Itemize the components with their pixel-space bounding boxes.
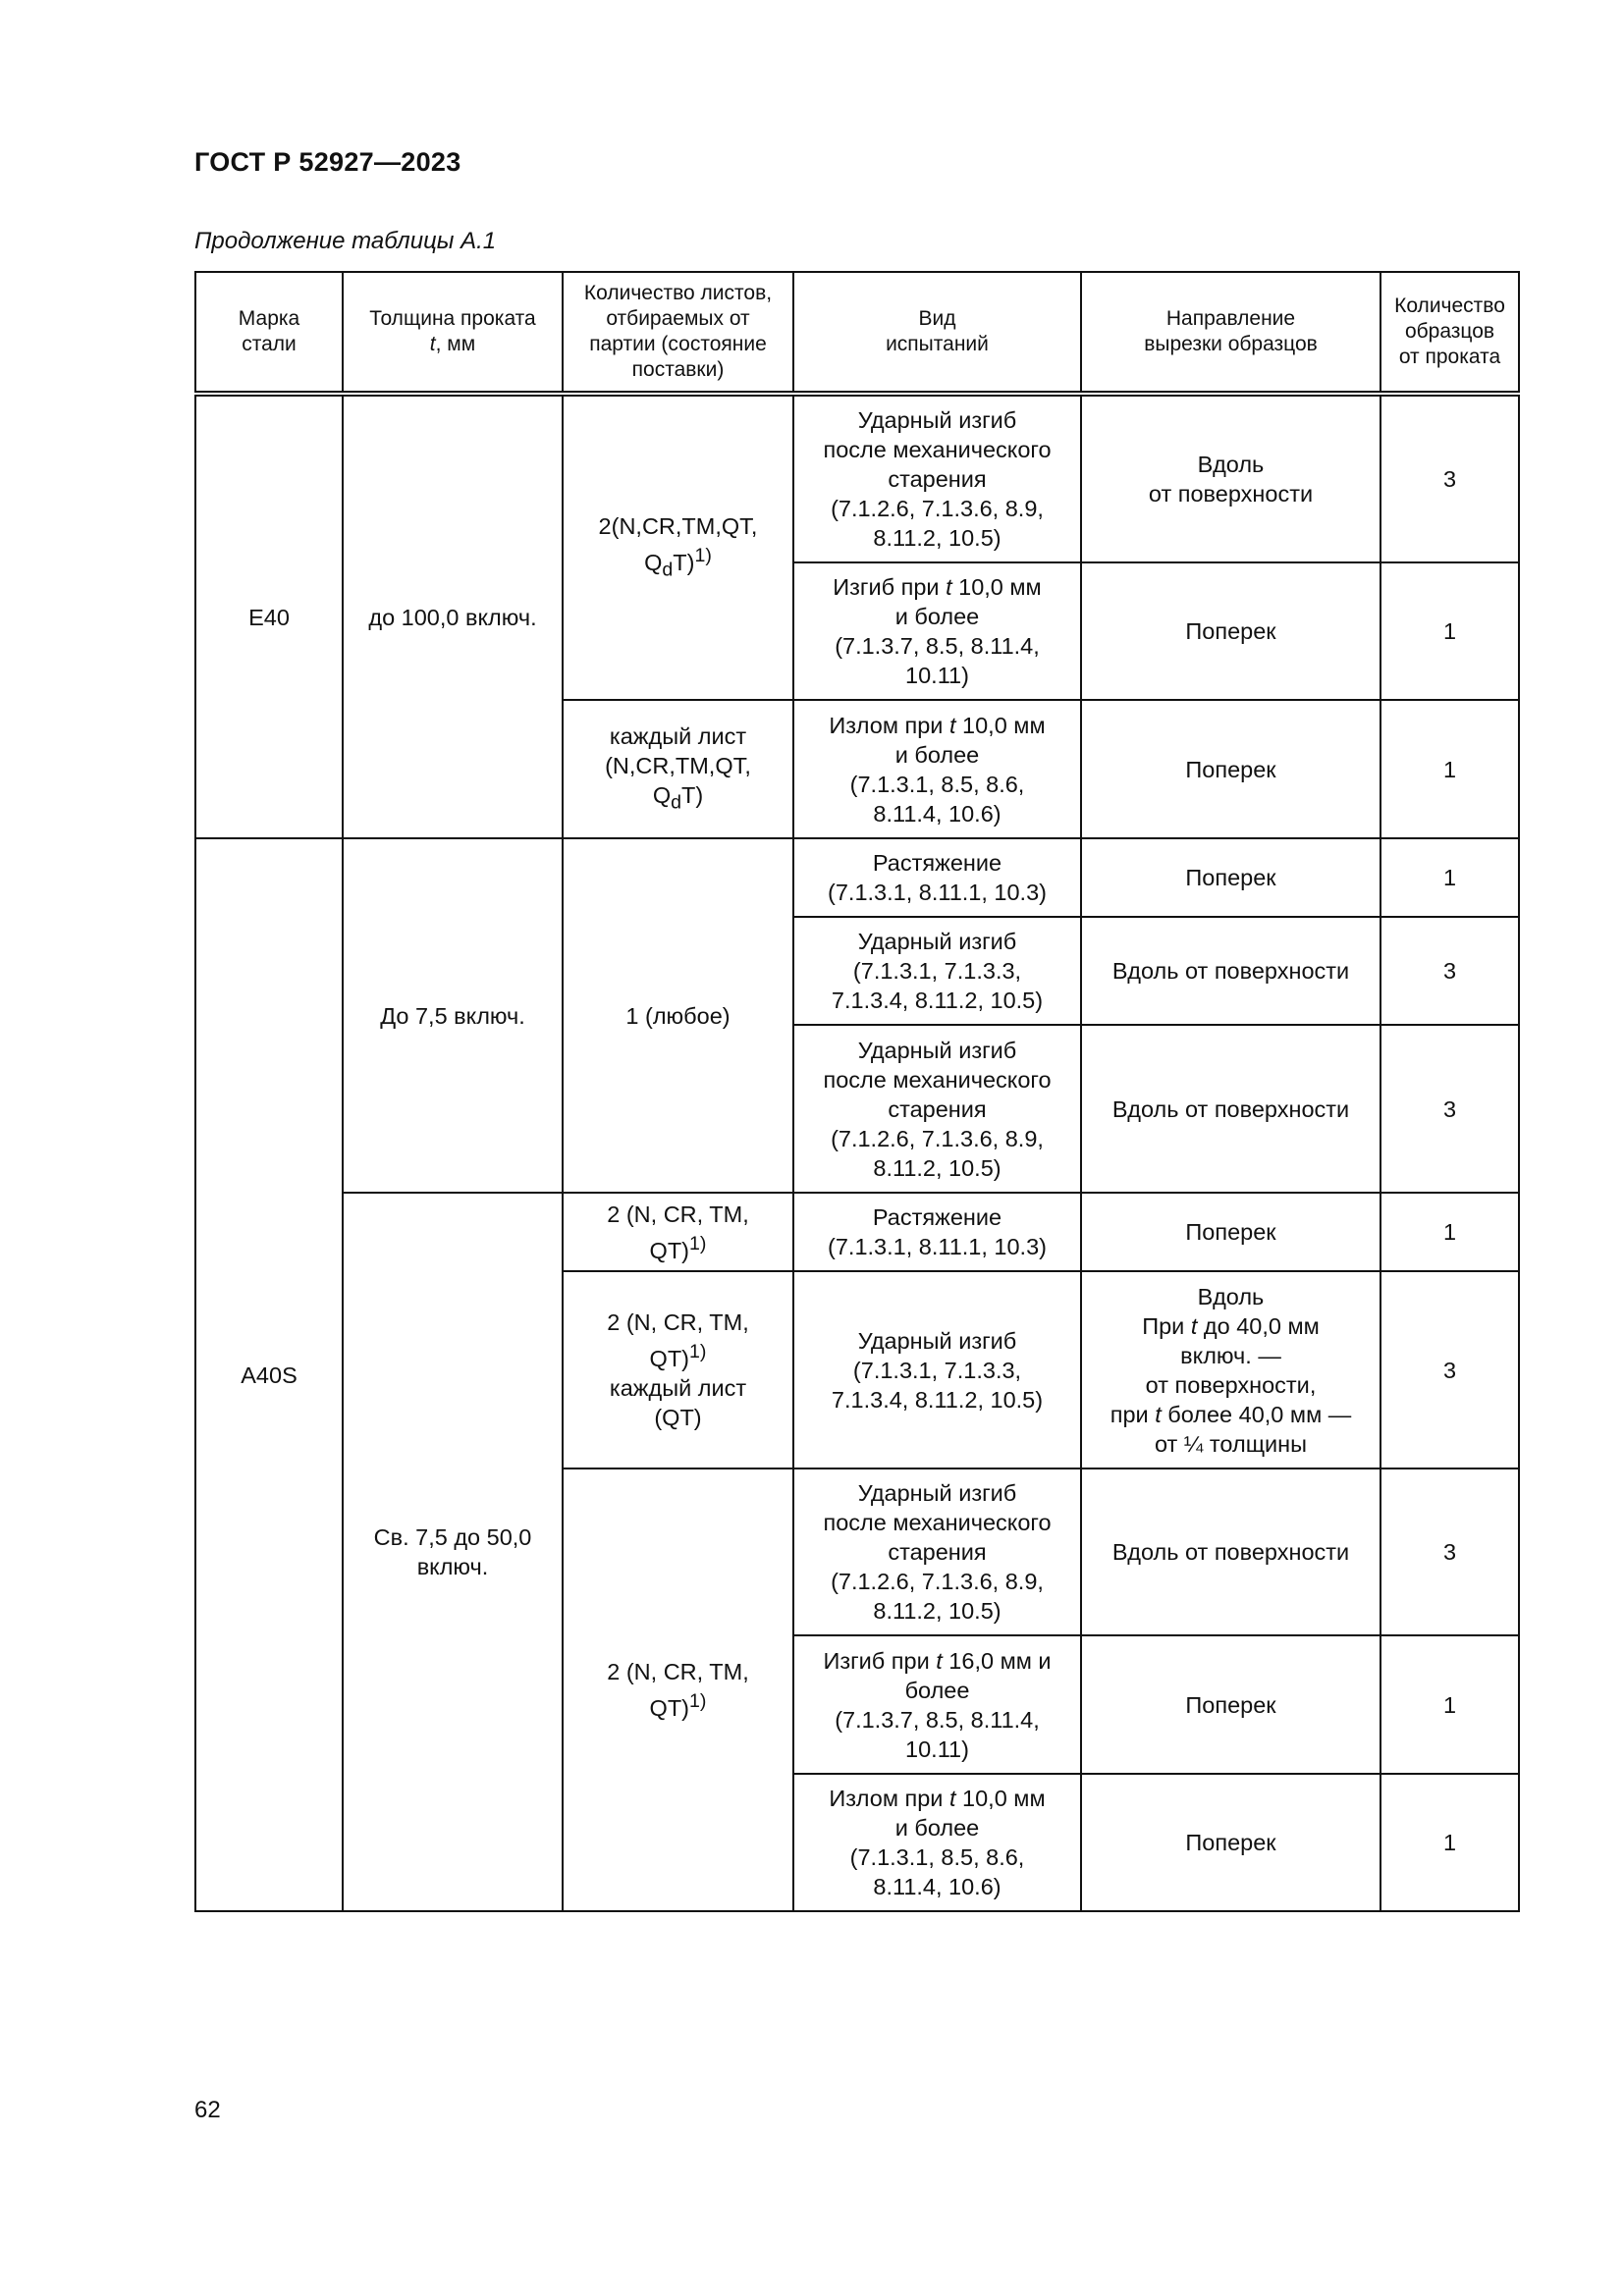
test-type-cell: Растяжение (7.1.3.1, 8.11.1, 10.3) xyxy=(793,1193,1081,1271)
sample-count-cell: 1 xyxy=(1380,1774,1519,1911)
sample-count-cell: 3 xyxy=(1380,1468,1519,1635)
cut-direction-cell: Поперек xyxy=(1081,1774,1380,1911)
sample-count-cell: 1 xyxy=(1380,1635,1519,1774)
sheet-quantity-cell: 2(N,CR,TM,QT, $Q_dT)^{1)}$ xyxy=(563,394,793,700)
cut-direction-cell: Вдоль При t до 40,0 мм включ. — от поверхности, при t более 40,0 мм — от ¼ толщины xyxy=(1081,1271,1380,1468)
header-cut-direction: Направление вырезки образцов xyxy=(1081,272,1380,394)
cut-direction-cell: Поперек xyxy=(1081,700,1380,838)
sheet-quantity-cell: 2 (N, CR, TM, QT)$^{1)}$ каждый лист (QT) xyxy=(563,1271,793,1468)
sheet-quantity-cell: 2 (N, CR, TM, QT)$^{1)}$ xyxy=(563,1193,793,1271)
cut-direction-cell: Поперек xyxy=(1081,1635,1380,1774)
test-type-cell: Растяжение (7.1.3.1, 8.11.1, 10.3) xyxy=(793,838,1081,917)
thickness-cell: До 7,5 включ. xyxy=(343,838,563,1193)
header-sample-count: Количество образцов от проката xyxy=(1380,272,1519,394)
test-type-cell: Изгиб при t 10,0 мм и более (7.1.3.7, 8.5, 8.11.4, 10.11) xyxy=(793,562,1081,700)
sample-count-cell: 1 xyxy=(1380,562,1519,700)
thickness-cell: до 100,0 включ. xyxy=(343,394,563,838)
cut-direction-cell: Поперек xyxy=(1081,562,1380,700)
page-number: 62 xyxy=(194,2097,221,2123)
sample-count-cell: 1 xyxy=(1380,700,1519,838)
cut-direction-cell: Вдоль от поверхности xyxy=(1081,1468,1380,1635)
test-type-cell: Ударный изгиб после механического старения (7.1.2.6, 7.1.3.6, 8.9, 8.11.2, 10.5) xyxy=(793,1468,1081,1635)
test-type-cell: Ударный изгиб после механического старения (7.1.2.6, 7.1.3.6, 8.9, 8.11.2, 10.5) xyxy=(793,1025,1081,1193)
sheet-quantity-cell: 1 (любое) xyxy=(563,838,793,1193)
table-row xyxy=(195,1193,1519,1271)
thickness-cell: Св. 7,5 до 50,0 включ. xyxy=(343,1193,563,1911)
cut-direction-cell: Поперек xyxy=(1081,1193,1380,1271)
header-sheet-quantity: Количество листов, отбираемых от партии (состояние поставки) xyxy=(563,272,793,394)
sample-count-cell: 3 xyxy=(1380,917,1519,1025)
test-type-cell: Излом при t 10,0 мм и более (7.1.3.1, 8.5, 8.6, 8.11.4, 10.6) xyxy=(793,700,1081,838)
cut-direction-cell: Вдоль от поверхности xyxy=(1081,1025,1380,1193)
cut-direction-cell: Поперек xyxy=(1081,838,1380,917)
sample-count-cell: 1 xyxy=(1380,838,1519,917)
sample-count-cell: 3 xyxy=(1380,394,1519,562)
sample-count-cell: 3 xyxy=(1380,1271,1519,1468)
cut-direction-cell: Вдоль от поверхности xyxy=(1081,394,1380,562)
table-caption: Продолжение таблицы А.1 xyxy=(194,228,497,254)
table-header-row xyxy=(195,272,1519,394)
test-type-cell: Изгиб при t 16,0 мм и более (7.1.3.7, 8.5, 8.11.4, 10.11) xyxy=(793,1635,1081,1774)
header-test-type: Вид испытаний xyxy=(793,272,1081,394)
sample-count-cell: 1 xyxy=(1380,1193,1519,1271)
test-type-cell: Ударный изгиб (7.1.3.1, 7.1.3.3, 7.1.3.4, 8.11.2, 10.5) xyxy=(793,1271,1081,1468)
header-steel-grade: Марка стали xyxy=(195,272,343,394)
test-type-cell: Ударный изгиб (7.1.3.1, 7.1.3.3, 7.1.3.4, 8.11.2, 10.5) xyxy=(793,917,1081,1025)
sample-count-cell: 3 xyxy=(1380,1025,1519,1193)
steel-grade-cell: А40S xyxy=(195,838,343,1911)
sheet-quantity-cell: 2 (N, CR, TM, QT)$^{1)}$ xyxy=(563,1468,793,1911)
table-row xyxy=(195,838,1519,917)
document-title: ГОСТ Р 52927—2023 xyxy=(194,147,461,177)
test-type-cell: Ударный изгиб после механического старения (7.1.2.6, 7.1.3.6, 8.9, 8.11.2, 10.5) xyxy=(793,394,1081,562)
test-type-cell: Излом при t 10,0 мм и более (7.1.3.1, 8.5, 8.6, 8.11.4, 10.6) xyxy=(793,1774,1081,1911)
steel-grade-cell: Е40 xyxy=(195,394,343,838)
header-thickness: Толщина проката t, мм xyxy=(343,272,563,394)
cut-direction-cell: Вдоль от поверхности xyxy=(1081,917,1380,1025)
requirements-table xyxy=(194,271,1520,1912)
sheet-quantity-cell: каждый лист (N,CR,TM,QT, $Q_dT$) xyxy=(563,700,793,838)
table-row xyxy=(195,394,1519,562)
